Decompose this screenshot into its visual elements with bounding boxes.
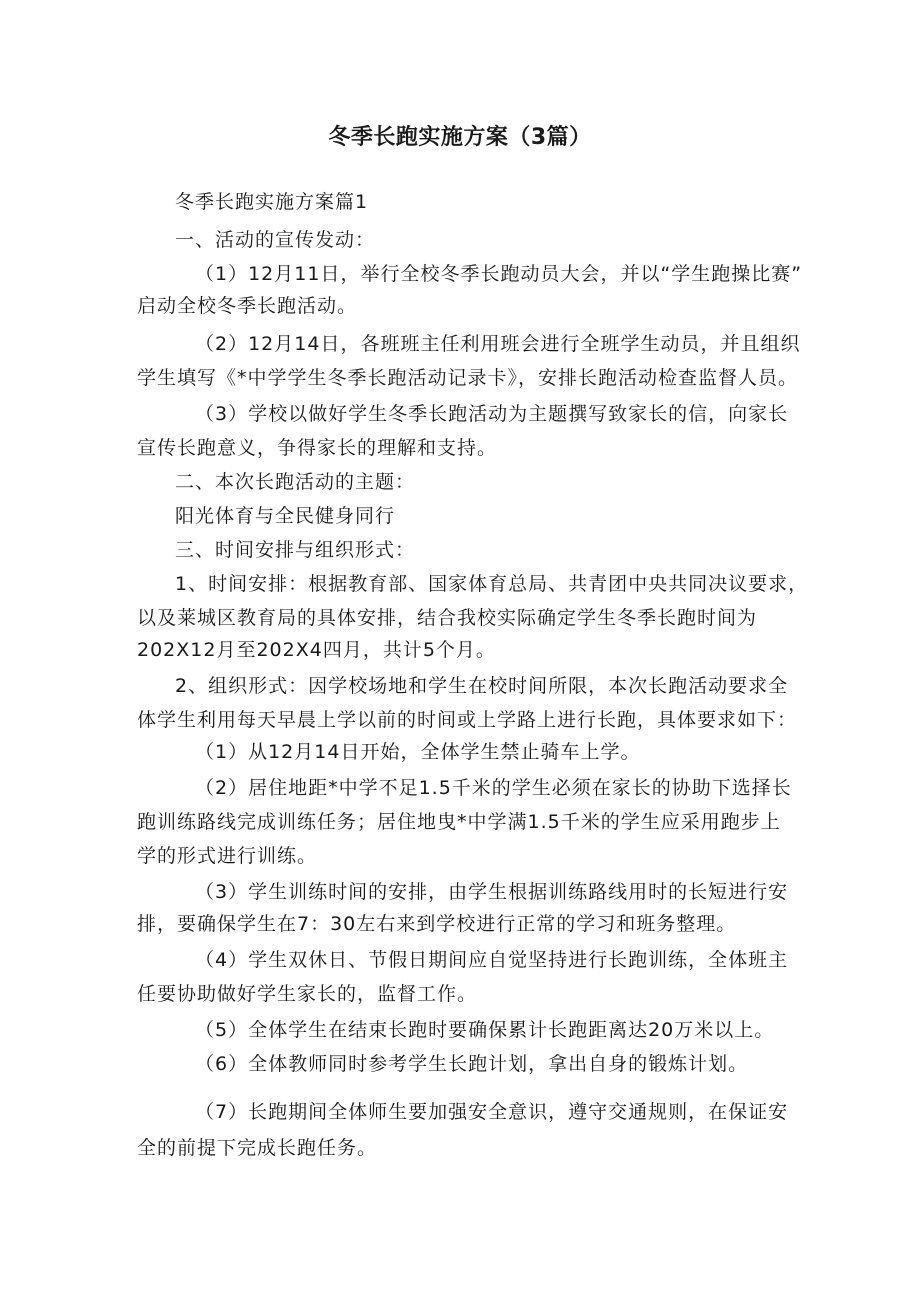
paragraph-line: （6）全体教师同时参考学生长跑计划，拿出自身的锻炼计划。 (195, 1053, 749, 1075)
paragraph-line: 以及莱城区教育局的具体安排，结合我校实际确定学生冬季长跑时间为 (137, 607, 758, 629)
paragraph-line: 跑训练路线完成训练任务；居住地曳*中学满1.5千米的学生应采用跑步上 (137, 811, 781, 833)
paragraph-line: 202X12月至202X4四月，共计5个月。 (137, 639, 496, 661)
section-heading: 二、本次长跑活动的主题： (175, 471, 416, 493)
paragraph-line: （2）居住地距*中学不足1.5千米的学生必须在家长的协助下选择长 (195, 777, 792, 799)
paragraph-line: （1）12月11日，举行全校冬季长跑动员大会，并以“学生跑操比赛” (195, 263, 803, 285)
paragraph-line: （5）全体学生在结束长跑时要确保累计长跑距离达20万米以上。 (195, 1019, 775, 1041)
document-title: 冬季长跑实施方案（3篇） (328, 125, 592, 150)
paragraph-line: 2、组织形式：因学校场地和学生在校时间所限，本次长跑活动要求全 (175, 675, 789, 697)
paragraph-line: （4）学生双休日、节假日期间应自觉坚持进行长跑训练，全体班主 (195, 949, 789, 971)
paragraph-line: 全的前提下完成长跑任务。 (137, 1137, 378, 1159)
paragraph-line: （3）学校以做好学生冬季长跑活动为主题撰写致家长的信，向家长 (195, 403, 789, 425)
paragraph-line: 学的形式进行训练。 (137, 845, 318, 867)
paragraph-line: （1）从12月14日开始，全体学生禁止骑车上学。 (195, 741, 641, 763)
paragraph-line: 学生填写《*中学学生冬季长跑活动记录卡》，安排长跑活动检查监督人员。 (137, 367, 799, 389)
section-heading: 一、活动的宣传发动： (175, 229, 376, 251)
section-heading: 冬季长跑实施方案篇1 (175, 191, 369, 213)
paragraph-line: 任要协助做好学生家长的，监督工作。 (137, 983, 478, 1005)
paragraph-line: 宣传长跑意义，争得家长的理解和支持。 (137, 437, 498, 459)
paragraph-line: 启动全校冬季长跑活动。 (137, 295, 358, 317)
paragraph-line: 排，要确保学生在7：30左右来到学校进行正常的学习和班务整理。 (137, 913, 737, 935)
paragraph-line: （3）学生训练时间的安排，由学生根据训练路线用时的长短进行安 (195, 881, 789, 903)
paragraph-line: 体学生利用每天早晨上学以前的时间或上学路上进行长跑，具体要求如下： (137, 709, 798, 731)
paragraph-line: 阳光体育与全民健身同行 (175, 505, 396, 527)
paragraph-line: 1、时间安排：根据教育部、国家体育总局、共青团中央共同决议要求， (175, 573, 809, 595)
section-heading: 三、时间安排与组织形式： (175, 539, 416, 561)
paragraph-line: （2）12月14日，各班班主任利用班会进行全班学生动员，并且组织 (195, 333, 801, 355)
paragraph-line: （7）长跑期间全体师生要加强安全意识，遵守交通规则，在保证安 (195, 1101, 789, 1123)
